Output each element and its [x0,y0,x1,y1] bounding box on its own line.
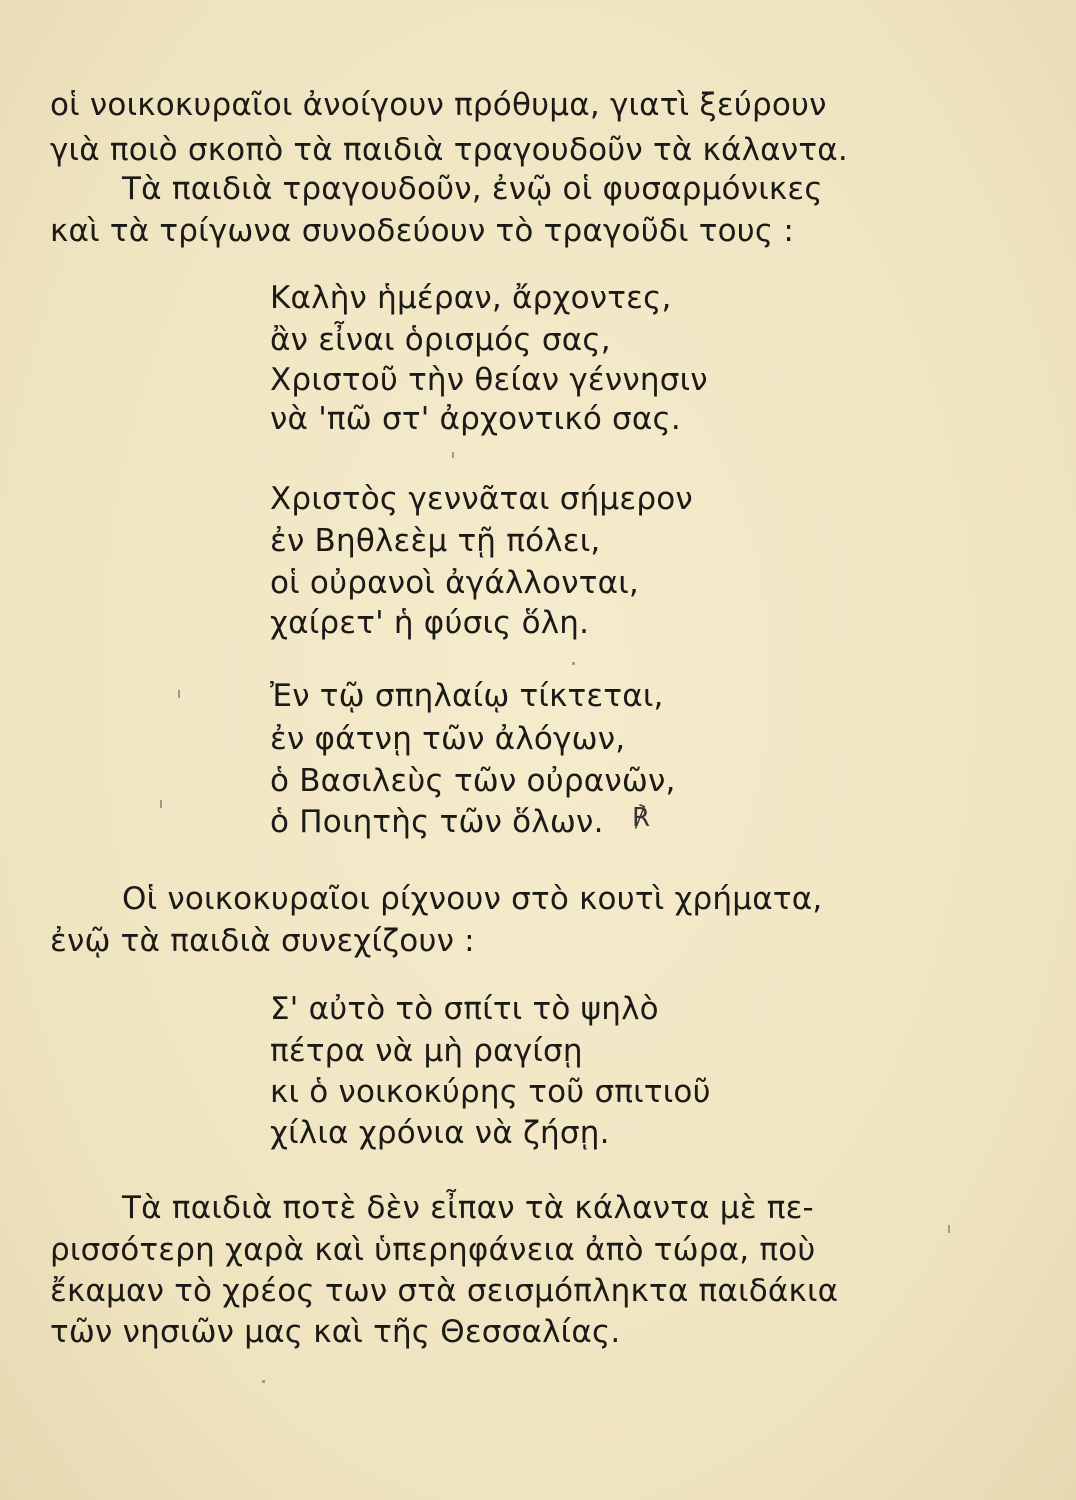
scan-speck [178,690,180,698]
verse-3-line-1: Ἐν τῷ σπηλαίῳ τίκτεται, [270,678,664,714]
verse-1-line-4: νὰ 'πῶ στ' ἀρχοντικό σας. [270,401,681,437]
paragraph-1-line-2: γιὰ ποιὸ σκοπὸ τὰ παιδιὰ τραγουδοῦν τὰ κάλαντα. [50,132,848,168]
paragraph-3-line-2: ἐνῷ τὰ παιδιὰ συνεχίζουν : [50,923,475,959]
verse-1-line-1: Καλὴν ἡμέραν, ἄρχοντες, [270,280,672,316]
verse-2-line-2: ἐν Βηθλεὲμ τῇ πόλει, [270,523,601,559]
scan-speck [160,800,162,808]
paragraph-2-line-1: Τὰ παιδιὰ τραγουδοῦν, ἐνῷ οἱ φυσαρμόνικες [122,171,823,207]
paragraph-4-line-3: ἔκαμαν τὸ χρέος των στὰ σεισμόπληκτα παιδάκια [50,1273,839,1309]
verse-3-line-4: ὁ Ποιητὴς τῶν ὅλων. [270,804,604,840]
verse-2-line-1: Χριστὸς γεννᾶται σήμερον [270,481,693,517]
paragraph-4-line-4: τῶν νησιῶν μας καὶ τῆς Θεσσαλίας. [50,1314,621,1350]
verse-2-line-4: χαίρετ' ἡ φύσις ὅλη. [270,605,590,641]
verse-2-line-3: οἱ οὐρανοὶ ἀγάλλονται, [270,565,639,601]
paragraph-4-line-2: ρισσότερη χαρὰ καὶ ὑπερηφάνεια ἀπὸ τώρα, ποὺ [50,1232,816,1268]
scan-speck [572,662,575,665]
paragraph-3-line-1: Οἱ νοικοκυραῖοι ρίχνουν στὸ κουτὶ χρήματα, [122,881,823,917]
scan-speck [262,1380,265,1383]
verse-1-line-2: ἂν εἶναι ὁρισμός σας, [270,322,611,358]
paragraph-2-line-2: καὶ τὰ τρίγωνα συνοδεύουν τὸ τραγοῦδι τους : [50,213,795,249]
margin-mark: ℟ [632,803,650,833]
verse-3-line-3: ὁ Βασιλεὺς τῶν οὐρανῶν, [270,763,676,799]
paragraph-1-line-1: οἱ νοικοκυραῖοι ἀνοίγουν πρόθυμα, γιατὶ ξεύρουν [50,87,827,123]
verse-4-line-1: Σ' αὐτὸ τὸ σπίτι τὸ ψηλὸ [270,991,659,1027]
verse-1-line-3: Χριστοῦ τὴν θείαν γέννησιν [270,362,708,398]
scan-speck [948,1225,950,1233]
verse-4-line-3: κι ὁ νοικοκύρης τοῦ σπιτιοῦ [270,1074,711,1110]
verse-4-line-2: πέτρα νὰ μὴ ραγίσῃ [270,1033,583,1069]
scan-speck [452,452,454,458]
verse-4-line-4: χίλια χρόνια νὰ ζήσῃ. [270,1115,610,1151]
paragraph-4-line-1: Τὰ παιδιὰ ποτὲ δὲν εἶπαν τὰ κάλαντα μὲ πε- [122,1190,814,1226]
verse-3-line-2: ἐν φάτνῃ τῶν ἀλόγων, [270,721,626,757]
